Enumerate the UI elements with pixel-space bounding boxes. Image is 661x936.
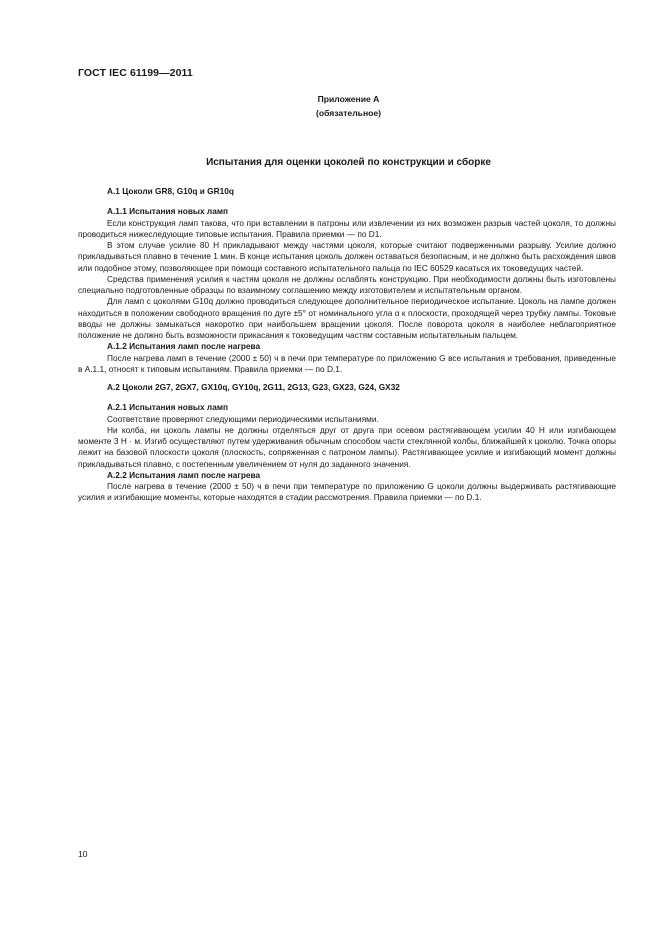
section-a22-heading: А.2.2 Испытания ламп после нагрева: [107, 469, 261, 480]
paragraph: После нагрева в течение (2000 ± 50) ч в печи при температуре по приложению G цоколи должны выдерживать растягивающие усилия и изгибающие моменты, которые находятся в стадии рассмотрения. Правила приемки — по D.1.: [78, 481, 616, 503]
section-a2-heading: А.2 Цоколи 2G7, 2GX7, GX10q, GY10q, 2G11, 2G13, G23, GX23, G24, GX32: [107, 382, 400, 392]
standard-header: ГОСТ IEC 61199—2011: [78, 67, 193, 79]
annex-type: (обязательное): [315, 108, 382, 118]
page-number: 10: [78, 849, 88, 859]
main-title: Испытания для оценки цоколей по конструкции и сборке: [206, 157, 491, 168]
paragraph: Для ламп с цоколями G10q должно проводиться следующее дополнительное периодическое испытание. Цоколь на лампе должен находиться в положении свободного вращения по дуге ±5° от номинального угла α к плоскости, проходящей через трубку лампы. Токовые вводы не должны замыкаться накоротко при наибольшем вращении цоколя. После поворота цоколя в наиболее неблагоприятное положение не должно быть возможности прикасания к токоведущим частям составным испытательным пальцем.: [78, 296, 616, 340]
paragraph: Ни колба, ни цоколь лампы не должны отделяться друг от друга при осевом растягивающем усилии 40 Н или изгибающем моменте 3 Н · м. Изгиб осуществляют путем удерживания обычным способом части стеклянной колбы, ближайшей к цоколю. Точка опоры лежит на базовой плоскости цоколя (плоскость, сопряженная с патроном лампы). Растягивающее усилие и изгибающий момент должны прикладываться плавно, с постепенным увеличением от нуля до заданного значения.: [78, 424, 616, 469]
section-a1-heading: А.1 Цоколи GR8, G10q и GR10q: [107, 186, 234, 196]
paragraph: Если конструкция ламп такова, что при вставлении в патроны или извлечении из них возможен разрыв частей цоколя, то должны проводиться нижеследующие типовые испытания. Правила приемки — по D1.: [78, 217, 616, 239]
section-a11-heading: А.1.1 Испытания новых ламп: [107, 206, 228, 217]
annex-title: Приложение А: [317, 94, 380, 104]
paragraph: В этом случае усилие 80 Н прикладывают между частями цоколя, которые считают подверженными разрыву. Усилие должно прикладываться плавно в течение 1 мин. В конце испытания цоколь должен оставаться безопасным, и не должно быть расхождения швов или подобное этому, позволяющее при помощи составного испытательного пальца по IEC 60529 касаться их токоведущих частей.: [78, 240, 616, 273]
document-body: [78, 186, 616, 504]
paragraph: Соответствие проверяют следующими периодическими испытаниями.: [107, 413, 379, 424]
paragraph: Средства применения усилия к частям цоколя не должны ослаблять конструкцию. При необходимости должны быть изготовлены специально подготовленные образцы по взаимному соглашению между изготовителем и испытательным органом.: [78, 273, 616, 295]
section-a12-heading: А.1.2 Испытания ламп после нагрева: [107, 341, 261, 352]
paragraph: После нагрева ламп в течение (2000 ± 50) ч в печи при температуре по приложению G все испытания и требования, приведенные в А.1.1, относят к типовым испытаниям. Правила приемки — по D.1.: [78, 352, 616, 374]
section-a21-heading: А.2.1 Испытания новых ламп: [107, 402, 228, 413]
